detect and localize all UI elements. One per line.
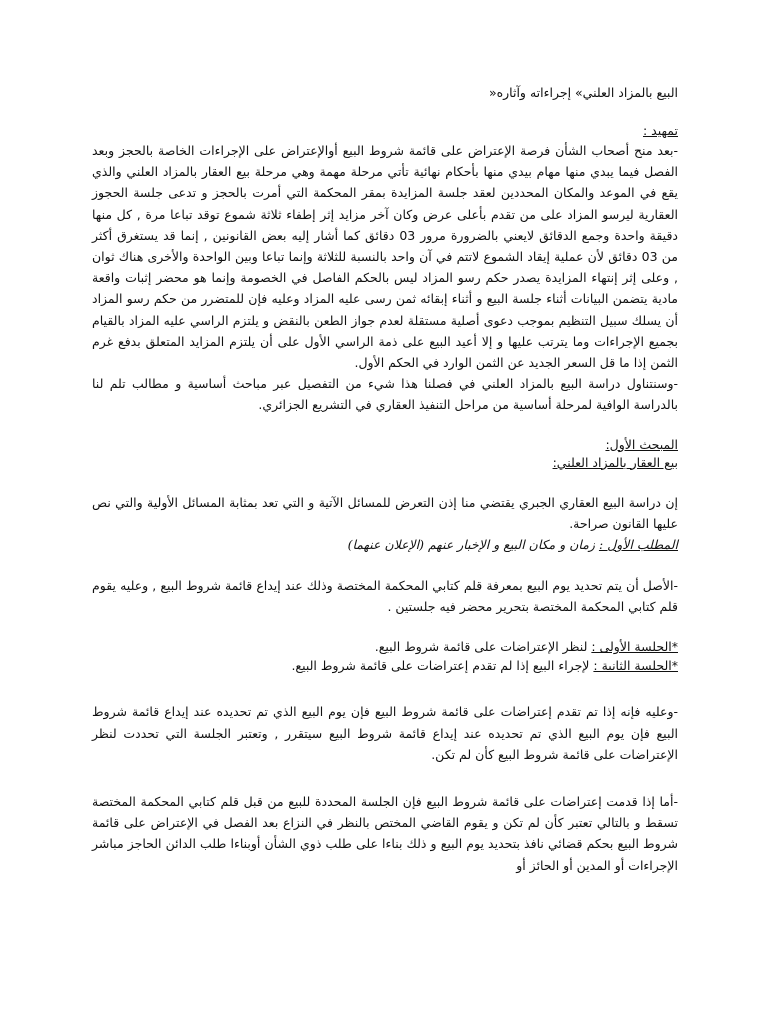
- session-2-label: *الجلسة الثانية :: [593, 658, 678, 674]
- session-2-text: لإجراء البيع إذا لم تقدم إعتراضات على قائمة شروط البيع.: [291, 658, 590, 674]
- subsection-paragraph: -الأصل أن يتم تحديد يوم البيع بمعرفة قلم كتابي المحكمة المختصة وذلك عند إيداع قائمة شروط البيع , وعليه يقوم قلم كتابي المحكمة المختصة بتحرير محضر فيه جلستين .: [92, 578, 678, 615]
- document-page: [92, 84, 678, 876]
- subsection-label: المطلب الأول :: [598, 537, 678, 553]
- intro-paragraph-2: -وسنتناول دراسة البيع بالمزاد العلني في فصلنا هذا شيء من التفصيل عبر مباحث أساسية و مطالب تلم لنا بالدراسة الوافية لمرحلة أساسية من مراحل التنفيذ العقاري في التشريع الجزائري.: [92, 376, 678, 413]
- chapter-title: بيع العقار بالمزاد العلني:: [552, 454, 678, 470]
- subsection-heading: [92, 534, 678, 555]
- paragraph-after-sessions: -وعليه فإنه إذا تم تقدم إعتراضات على قائمة شروط البيع فإن يوم البيع الذي تم تحديده عند إيداع قائمة شروط البيع فإن يوم البيع الذي تم تحديده عند إيداع قائمة شروط البيع سيتقرر , وتعتبر الجلسة التي تحددت لنظر الإعتراضات على قائمة شروط البيع كأن لم تكن.: [92, 704, 678, 762]
- session-1-line: [92, 637, 678, 656]
- document-title: البيع بالمزاد العلني» إجراءاته وآثاره«: [488, 85, 678, 100]
- subsection-text: زمان و مكان البيع و الإخبار عنهم (الإعلان عنهما): [347, 537, 595, 553]
- intro-heading: تمهيد :: [643, 123, 678, 138]
- chapter-heading: المبحث الأول:: [605, 436, 678, 452]
- session-1-label: *الجلسة الأولى :: [591, 639, 678, 655]
- session-2-line: [92, 656, 678, 675]
- final-paragraph: -أما إذا قدمت إعتراضات على قائمة شروط البيع فإن الجلسة المحددة للبيع من قبل قلم كتابي المحكمة المختصة تسقط و بالتالي تعتبر كأن لم تكن و يقوم القاضي المختص بالنظر في النزاع بعد الفصل في الإعتراض على قائمة شروط البيع بحكم قضائي نافذ بتحديد يوم البيع و ذلك بناءا على طلب ذوي الشأن أوبناءا طلب الدائن الحاجز مباشر الإجراءات أو المدين أو الحائز أو: [92, 794, 678, 873]
- chapter-paragraph: إن دراسة البيع العقاري الجبري يقتضي منا إذن التعرض للمسائل الآتية و التي تعد بمثابة المسائل الأولية والتي نص عليها القانون صراحة.: [92, 494, 678, 531]
- intro-paragraph-1: -بعد منح أصحاب الشأن فرصة الإعتراض على قائمة شروط البيع أوالإعتراض على الإجراءات الخاصة بالحجز وبعد الفصل فيما يبدي منها مهام بيدي منها بأحكام نهائية تأتي مرحلة مهمة وهي مرحلة بيع العقار بالمزاد العلني والذي يقع في الموعد والمكان المحددين لعقد جلسة المزايدة بمقر المحكمة التي أمرت بالحجز و تدعى جلسة الحجوز العقارية ليرسو المزاد على من تقدم بأعلى عرض وكان آخر مزايد إثر إطفاء ثلاثة شموع توقد تباعا مرة , كل منها دقيقة واحدة وجمع الدقائق لايعني بالضرورة مرور 03 دقائق كما أشار إليه بعض القانونين , إنما قد يستغرق أكثر من 03 دقائق لأن عملية إيقاد الشموع لاتتم في آن واحد بالنسبة للثلاثة وإنما تباعا وبين الواحدة والأخرى هناك ثوان , وعلى إثر إنتهاء المزايدة يصدر حكم رسو المزاد ليس بالحكم الفاصل في الخصومة وإنما هو محضر إثبات واقعة مادية يتضمن البيانات أثناء جلسة البيع و أثناء إبقائه ثمن رسى عليه المزاد وعليه فإن للمتضرر من حكم رسو المزاد أن يسلك سبيل التنظيم بموجب دعوى أصلية مستقلة لعدم جواز الطعن بالنقض و يلتزم الراسي عليه المزاد بالقيام بجميع الإجراءات وما يترتب عليها و إلا أعيد البيع على ذمة الراسي الأول على أن يلتزم المزايد المتعلق بدفع غرم الثمن إذا ما قل السعر الجديد عن الثمن الوارد في الحكم الأول.: [92, 143, 679, 371]
- session-1-text: لنظر الإعتراضات على قائمة شروط البيع.: [374, 639, 588, 655]
